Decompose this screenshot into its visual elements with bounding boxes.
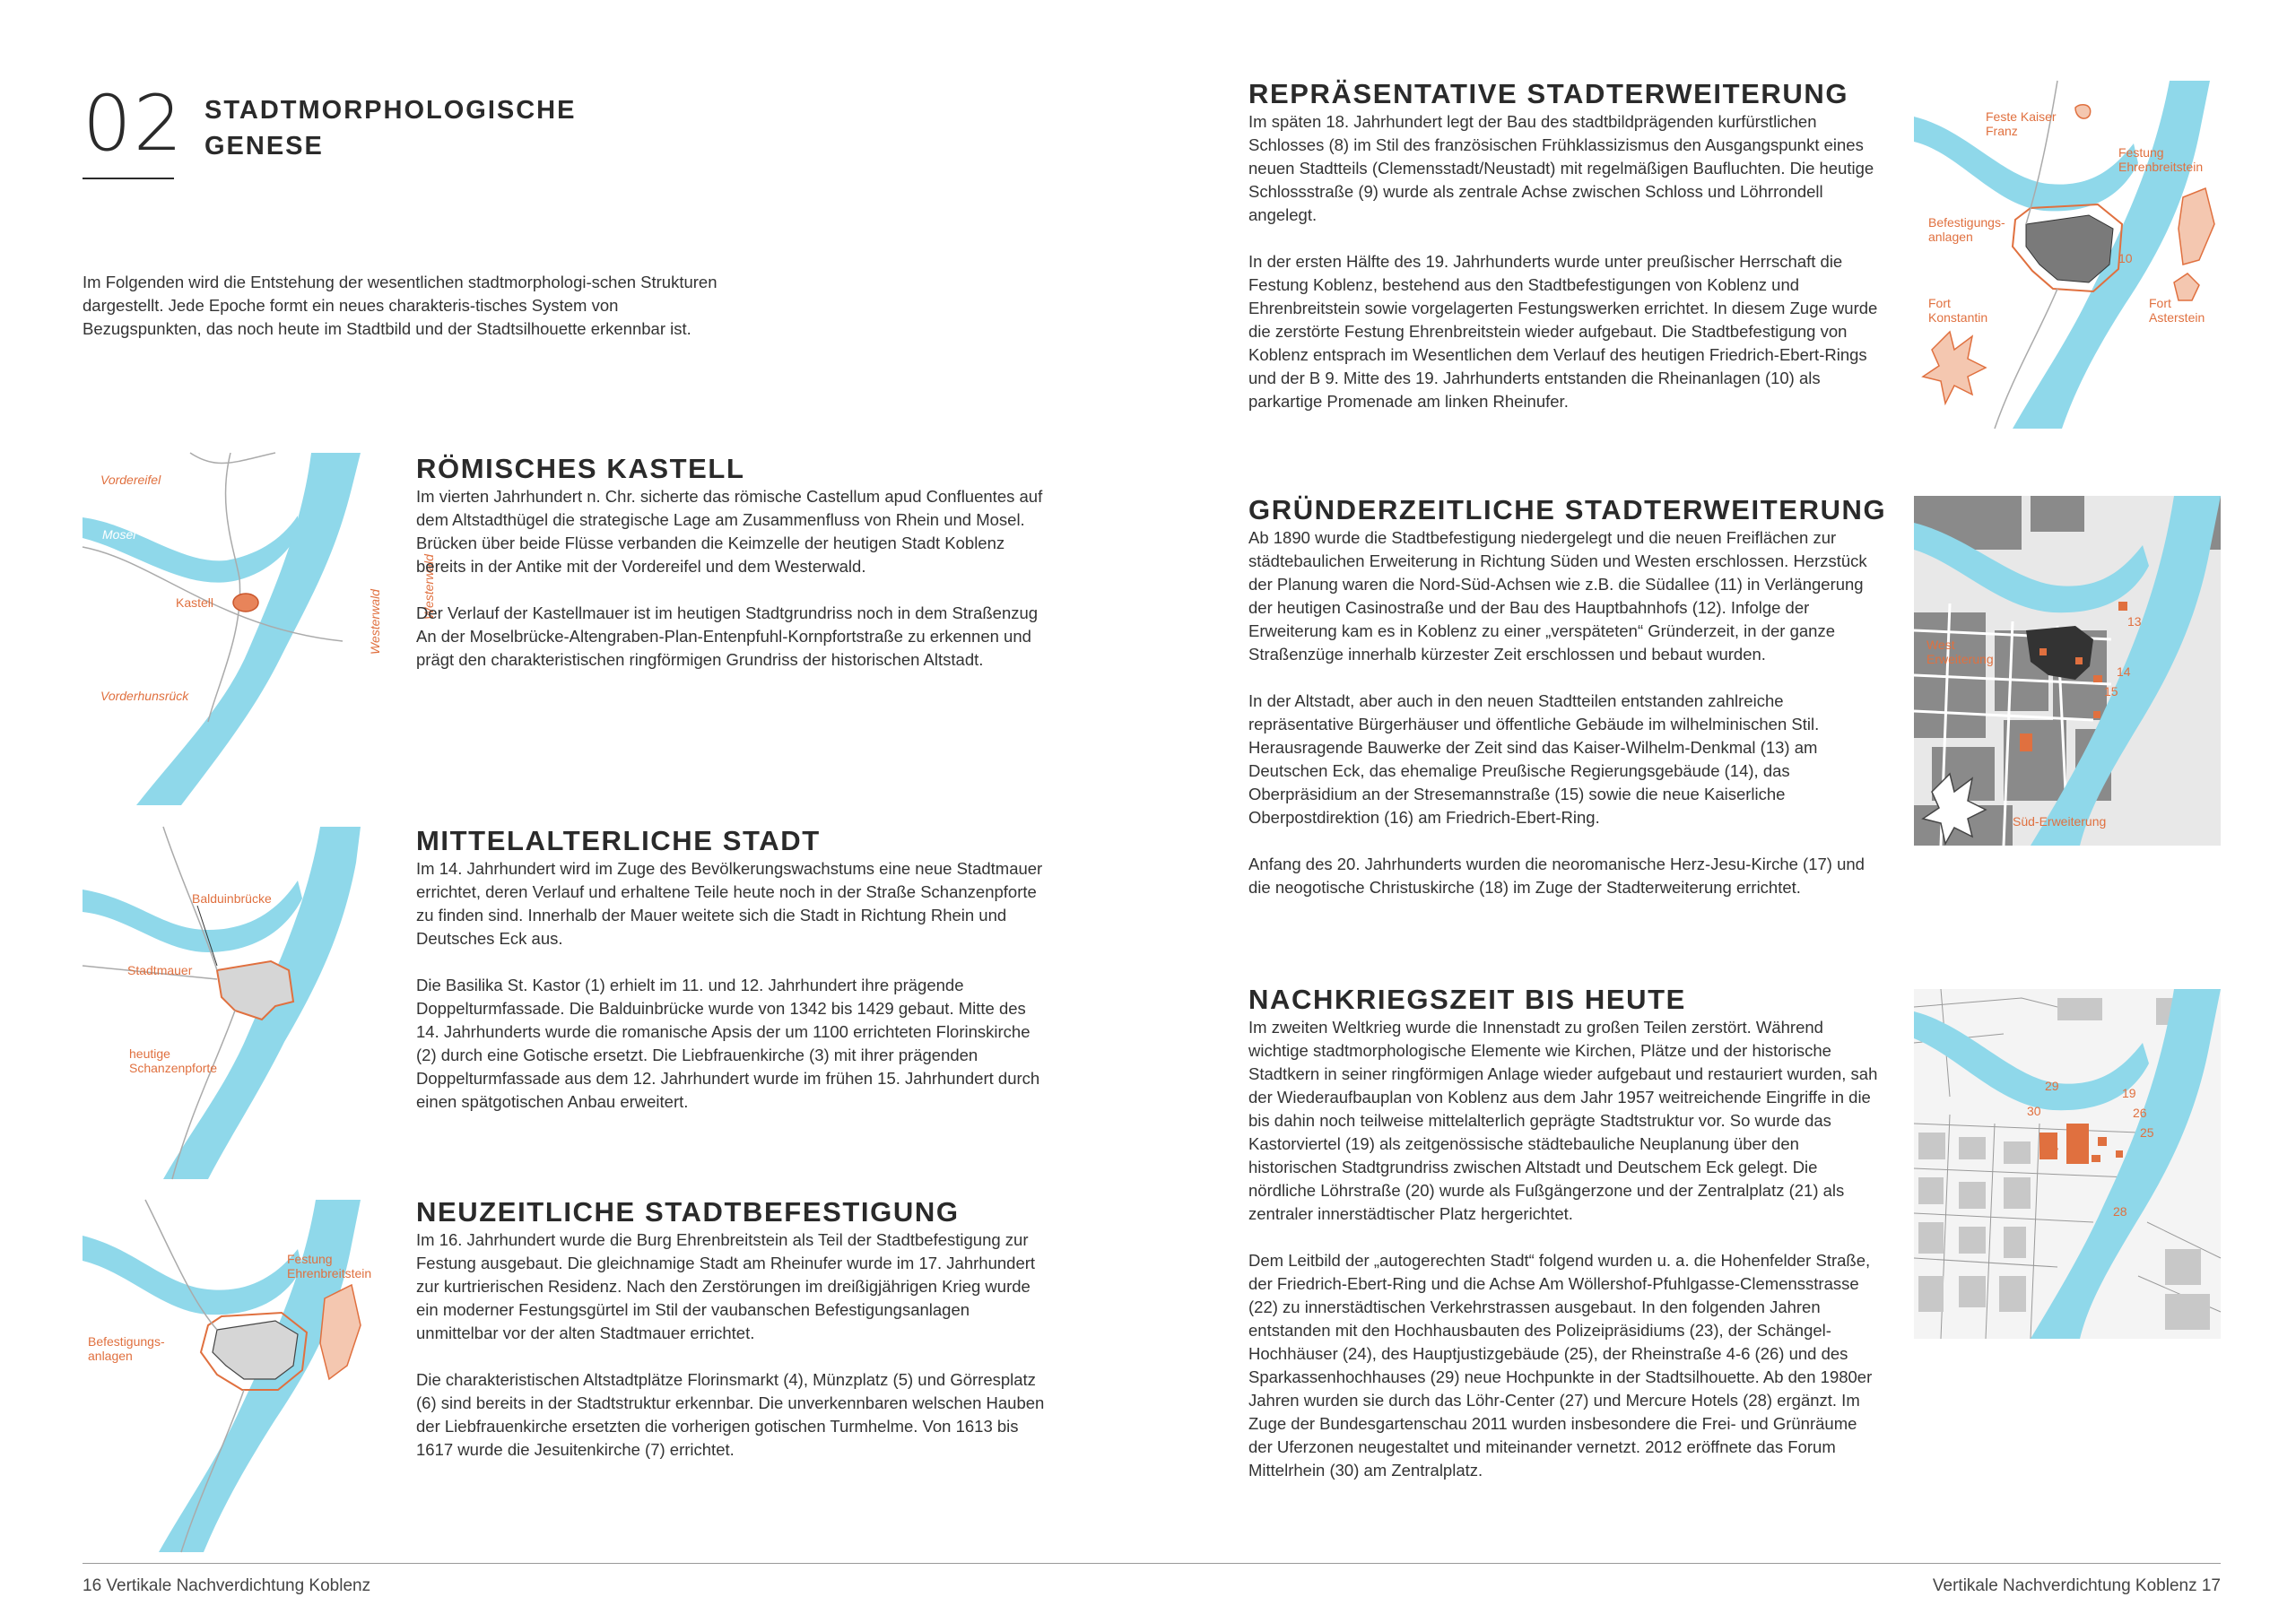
map-label-27: 27 — [2045, 1145, 2059, 1159]
footer-right: Vertikale Nachverdichtung Koblenz 17 — [1932, 1576, 2221, 1595]
paragraph: Dem Leitbild der „autogerechten Stadt“ folgend wurden u. a. die Hohenfelder Straße, der Friedrich-Ebert-Ring und die Achse Am Wöllershof-Pfuhlgasse-Clemensstrasse (22) zu innerstädtischen Verkehrstrassen ausgebaut. In den folgenden Jahren entstanden mit den Hochhausbauten des Polizeipräsidiums (23), der Schängel-Hochhäuser (24), des Hauptjustizgebäude (25), der Rheinstraße 4-6 (26) und des Sparkassenhochhauses (29) neue Hochpunkte in der Stadtsilhouette. Ab den 1980er Jahren wurden sie durch das Löhr-Center (27) und Mercure Hotels (28) ergänzt. Im Zuge der Bundesgartenschau 2011 wurden insbesondere die Frei- und Grünräume der Uferzonen neugestaltet und miteinander vernetzt. 2012 eröffnete das Forum Mittelrhein (30) am Zentralplatz. — [1248, 1251, 1873, 1480]
paragraph: Im 14. Jahrhundert wird im Zuge des Bevölkerungswachstums eine neue Stadtmauer errichtet, deren Verlauf und erhaltene Teile heute noch in der Straße Schanzenpforte zu finden sind. Innerhalb der Mauer weitete sich die Stadt in Richtung Rhein und Deutsches Eck aus. — [416, 859, 1043, 948]
chapter-title — [204, 92, 576, 164]
text-medieval — [416, 857, 1051, 1114]
map-label-30: 30 — [2027, 1104, 2041, 1118]
map-label-schanzenpforte: Schanzenpforte — [129, 1061, 218, 1075]
chapter-underline — [83, 178, 174, 179]
map-label-rhein: Rhein — [282, 662, 308, 698]
map-label-festung: Festung — [2118, 145, 2164, 160]
map-label-sued-erweiterung: Süd-Erweiterung — [2013, 814, 2107, 829]
footer-divider — [83, 1563, 2221, 1564]
map-label-kastell: Kastell — [176, 595, 214, 610]
paragraph: In der ersten Hälfte des 19. Jahrhunderts wurde unter preußischer Herrschaft die Festung Koblenz, bestehend aus den Stadtbefestigungen von Koblenz und Ehrenbreitstein sowie vorgelagerten Festungswerken errichtet. In diesem Zuge wurde die zerstörte Festung Ehrenbreitstein wieder aufgebaut. Die Stadtbefestigung von Koblenz entsprach im Wesentlichen dem Verlauf des heutigen Friedrich-Ebert-Rings und der B 9. Mitte des 19. Jahrhunderts entstanden die Rheinanlagen (10) als parkartige Promenade am linken Rheinufer. — [1248, 252, 1878, 411]
map-label-festung: Festung — [287, 1252, 333, 1266]
text-representative — [1248, 110, 1885, 413]
map-label-vorderhunsrueck: Vorderhunsrück — [100, 689, 189, 703]
paragraph: Im späten 18. Jahrhundert legt der Bau des stadtbildprägenden kurfürstlichen Schlosses (8) im Stil des französischen Frühklassizismus den Ausgangspunkt eines neuen Stadtteils (Clemensstadt/Neustadt) mit regelmäßigen Baufluchten. Die heutige Schlossstraße (9) wurde als zentrale Achse zwischen Schloss und Löhrrondell angelegt. — [1248, 112, 1874, 224]
map-fortification — [83, 1200, 372, 1552]
map-label-ehrenbreitstein: Ehrenbreitstein — [287, 1266, 372, 1280]
heading-roman-kastell: RÖMISCHES KASTELL — [416, 453, 745, 484]
map-label-balduinbruecke: Balduinbrücke — [192, 891, 272, 906]
map-label-mosel: Mosel — [102, 527, 136, 542]
paragraph: Die Basilika St. Kastor (1) erhielt im 11. und 12. Jahrhundert ihre prägende Doppelturmfassade. Die Balduinbrücke wurde von 1342 bis 1429 gebaut. Mitte des 14. Jahrhunderts wurde die romanische Apsis der um 1100 errichteten Florinskirche (2) durch eine Gotische ersetzt. Die Liebfrauenkirche (3) mit ihrer prägenden Doppelturmfassade aus dem 12. Jahrhundert wurde im frühen 15. Jahrhundert durch einen spätgotischen Anbau erweitert. — [416, 976, 1040, 1111]
heading-medieval: MITTELALTERLICHE STADT — [416, 825, 821, 856]
heading-representative: REPRÄSENTATIVE STADTERWEITERUNG — [1248, 78, 1849, 109]
text-postwar — [1248, 1016, 1885, 1482]
map-label-asterstein: Asterstein — [2149, 310, 2205, 325]
map-label-feste-kaiser: Feste Kaiser — [1986, 109, 2057, 124]
map-label-26: 26 — [2133, 1106, 2147, 1120]
map-label-anlagen: anlagen — [88, 1349, 133, 1363]
map-label-10: 10 — [2118, 251, 2133, 265]
map-medieval — [83, 827, 361, 1179]
paragraph: Im vierten Jahrhundert n. Chr. sicherte das römische Castellum apud Confluentes auf dem Altstadthügel die strategische Lage am Zusammenfluss von Rhein und Mosel. Brücken über beide Flüsse verbanden die Keimzelle der heutigen Stadt Koblenz bereits in der Antike mit der Vordereifel und dem Westerwald. — [416, 487, 1043, 576]
map-label-15: 15 — [2104, 684, 2118, 699]
map-label-29: 29 — [2045, 1079, 2059, 1093]
map-roman-kastell — [83, 453, 436, 805]
chapter-title-line1: STADTMORPHOLOGISCHE — [204, 96, 577, 125]
map-label-stadtmauer: Stadtmauer — [127, 963, 193, 977]
text-fortification — [416, 1228, 1051, 1462]
map-label-28: 28 — [2113, 1204, 2127, 1219]
map-label-anlagen: anlagen — [1928, 230, 1973, 244]
heading-fortification: NEUZEITLICHE STADTBEFESTIGUNG — [416, 1196, 960, 1228]
chapter-number: 02 — [83, 79, 185, 169]
map-gruenderzeit — [1914, 496, 2221, 846]
paragraph: Im zweiten Weltkrieg wurde die Innenstadt zu großen Teilen zerstört. Während wichtige stadtmorphologische Elemente wie Kirchen, Plätze und der historische Stadtkern in seiner ringförmigen Anlage wieder aufgebaut und restauriert wurden, sah der Wiederaufbauplan von Koblenz aus dem Jahr 1957 weitreichende Eingriffe in die bis dahin noch teilweise mittelalterlich geprägte Stadtstruktur vor. So wurde das Kastorviertel (19) als zeitgenössische städtebauliche Neuplanung über den historischen Stadtgrundriss zwischen Altstadt und Deutschem Eck gelegt. Die nördliche Löhrstraße (20) wurde als Fußgängerzone und der Zentralplatz (21) als zentraler innerstädtischer Platz hergerichtet. — [1248, 1018, 1878, 1223]
paragraph: Anfang des 20. Jahrhunderts wurden die neoromanische Herz-Jesu-Kirche (17) und die neogotische Christuskirche (18) im Zuge der Stadterweiterung errichtet. — [1248, 855, 1865, 897]
heading-gruenderzeit: GRÜNDERZEITLICHE STADTERWEITERUNG — [1248, 494, 1887, 525]
map-label-westerwald-outer: Westerwald — [368, 589, 382, 655]
map-label-fort: Fort — [1928, 296, 1951, 310]
map-label-west: West — [1926, 638, 1955, 652]
footer-left: 16 Vertikale Nachverdichtung Koblenz — [83, 1576, 371, 1595]
map-label-befestigungs: Befestigungs- — [88, 1334, 165, 1349]
map-label-heutige: heutige — [129, 1046, 170, 1061]
map-representative — [1914, 81, 2221, 429]
paragraph: Der Verlauf der Kastellmauer ist im heutigen Stadtgrundriss noch in dem Straßenzug An der Moselbrücke-Altengraben-Plan-Entenpfuhl-Kornpfortstraße zu erkennen und prägt den charakteristischen ringförmigen Grundriss der historischen Altstadt. — [416, 603, 1039, 669]
paragraph: Ab 1890 wurde die Stadtbefestigung niedergelegt und die neuen Freiflächen zur städtebaulichen Erweiterung in Richtung Süden und Westen erschlossen. Herzstück der Planung waren die Nord-Süd-Achsen wie z.B. die Südallee (11) in Verlängerung der heutigen Casinostraße und der Bau des Hauptbahnhofs (12). Infolge der Erweiterung kam es in Koblenz zu einer „verspäteten“ Gründerzeit, in der ganze Straßenzüge innerhalb kürzester Zeit erschlossen und bebaut wurden. — [1248, 528, 1867, 664]
intro-text: Im Folgenden wird die Entstehung der wesentlichen stadtmorphologi-schen Strukturen dargestellt. Jede Epoche formt ein neues charakteris-tisches System von Bezugspunkten, das noch heute im Stadtbild und der Stadtsilhouette erkennbar ist. — [83, 273, 718, 338]
paragraph: Die charakteristischen Altstadtplätze Florinsmarkt (4), Münzplatz (5) und Görresplatz (6) sind bereits in der Stadtstruktur erkennbar. Die unverkennbaren welschen Hauben der Liebfrauenkirche ersetzten die vorherigen gotischen Turmhelme. Von 1613 bis 1617 wurde die Jesuitenkirche (7) errichtet. — [416, 1370, 1045, 1459]
map-label-14: 14 — [2117, 664, 2131, 679]
map-label-ehrenbreitstein: Ehrenbreitstein — [2118, 160, 2204, 174]
text-gruenderzeit — [1248, 526, 1885, 899]
map-label-vordereifel: Vordereifel — [100, 473, 161, 487]
map-label-konstantin: Konstantin — [1928, 310, 1988, 325]
map-label-westerwald: Westerwald — [422, 554, 436, 620]
map-label-befestigungs: Befestigungs- — [1928, 215, 2005, 230]
map-postwar — [1914, 989, 2221, 1339]
map-label-13: 13 — [2127, 614, 2142, 629]
paragraph: In der Altstadt, aber auch in den neuen Stadtteilen entstanden zahlreiche repräsentative Bürgerhäuser und öffentliche Gebäude im wilhelminischen Stil. Herausragende Bauwerke der Zeit sind das Kaiser-Wilhelm-Denkmal (13) am Deutschen Eck, das ehemalige Preußische Regierungsgebäude (14), das Oberpräsidium an der Stresemannstraße (15) sowie die neue Kaiserliche Oberpostdirektion (16) am Friedrich-Ebert-Ring. — [1248, 691, 1820, 827]
map-label-fort-2: Fort — [2149, 296, 2171, 310]
text-roman-kastell — [416, 485, 1051, 672]
paragraph: Im 16. Jahrhundert wurde die Burg Ehrenbreitstein als Teil der Stadtbefestigung zur Festung ausgebaut. Die gleichnamige Stadt am Rheinufer wurde im 17. Jahrhundert zur kurtrierischen Residenz. Nach den Zerstörungen im dreißigjährigen Krieg wurde ein moderner Festungsgürtel im Stil der vaubanschen Befestigungsanlagen unmittelbar vor der alten Stadtmauer errichtet. — [416, 1230, 1036, 1342]
map-label-erweiterung: Erweiterung — [1926, 652, 1994, 666]
map-label-franz: Franz — [1986, 124, 2018, 138]
heading-postwar: NACHKRIEGSZEIT BIS HEUTE — [1248, 984, 1686, 1015]
map-label-19: 19 — [2122, 1086, 2136, 1100]
chapter-title-line2: GENESE — [204, 132, 324, 161]
map-label-25: 25 — [2140, 1125, 2154, 1140]
